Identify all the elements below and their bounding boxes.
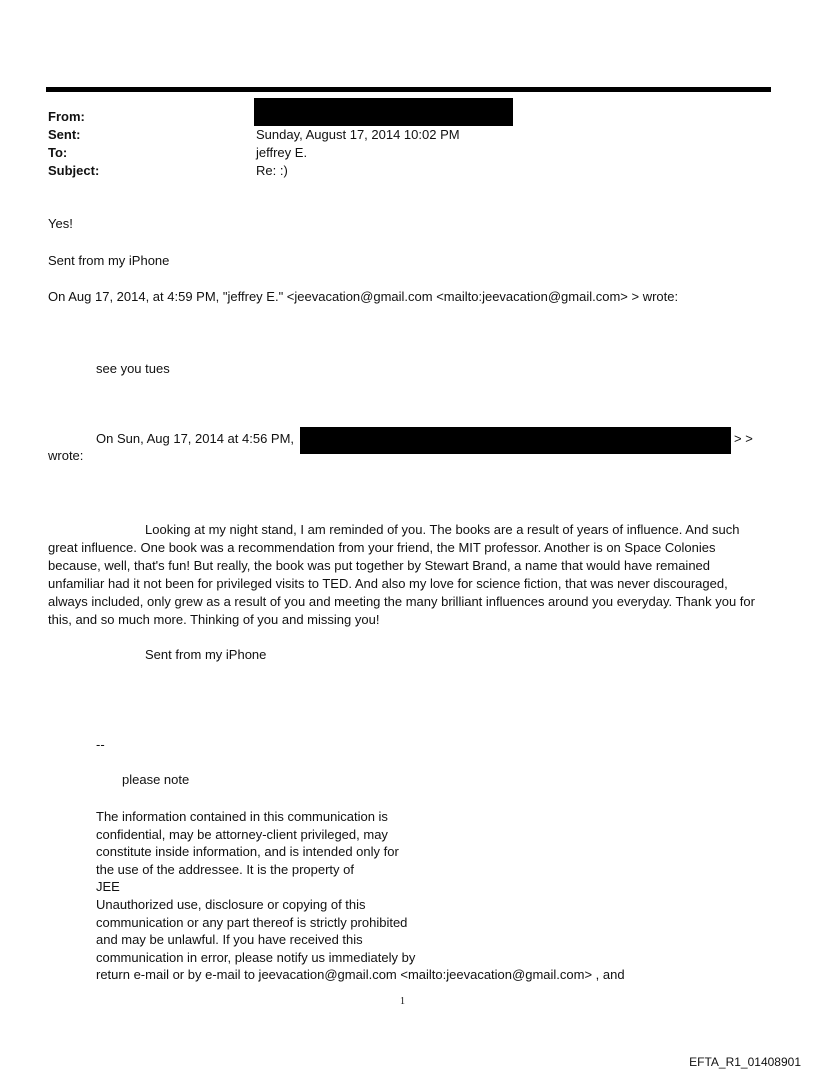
subject-value: Re: :) xyxy=(256,163,288,178)
quote-2-header-end: > > xyxy=(734,431,753,446)
disclaimer-line: Unauthorized use, disclosure or copying of this xyxy=(96,896,366,912)
disclaimer-line: The information contained in this communication is xyxy=(96,809,388,824)
redacted-address xyxy=(300,427,731,454)
sent-value: Sunday, August 17, 2014 10:02 PM xyxy=(256,127,460,142)
quote-2-header: On Sun, Aug 17, 2014 at 4:56 PM, xyxy=(96,431,295,446)
disclaimer-line: the use of the addressee. It is the property of xyxy=(96,861,354,877)
disclaimer-block xyxy=(96,808,625,984)
disclaimer-separator: -- xyxy=(96,737,105,752)
signature-2: Sent from my iPhone xyxy=(145,647,267,662)
to-label: To: xyxy=(48,145,68,160)
message-body: Looking at my night stand, I am reminded of you. The books are a result of years of influence. And such great influence. One book was a recommendation from your friend, the MIT professor. Another is on Space Colonies because, well, that's fun! But really, the book was put together by Stewart Brand, a name that would have remained unfamiliar had it not been for privileged visits to TED. And also my love for science fiction, that was never discouraged, always included, only grew as a result of you and meeting the many brilliant influences around you everyday. Thank you for this, and so much more. Thinking of you and missing you! xyxy=(48,522,755,627)
redacted-sender xyxy=(254,98,513,126)
disclaimer-note: please note xyxy=(122,772,190,787)
quote-1-header: On Aug 17, 2014, at 4:59 PM, "jeffrey E." <jeevacation@gmail.com <mailto:jeevacation@gmail.com> > wrote: xyxy=(48,289,679,304)
quote-1-text: see you tues xyxy=(96,361,170,376)
disclaimer-line: confidential, may be attorney-client privileged, may xyxy=(96,826,388,842)
disclaimer-line: constitute inside information, and is intended only for xyxy=(96,844,399,860)
disclaimer-line: communication in error, please notify us immediately by xyxy=(96,949,416,965)
disclaimer-line: return e-mail or by e-mail to jeevacation@gmail.com <mailto:jeevacation@gmail.com> , and xyxy=(96,967,625,983)
header-rule xyxy=(46,87,771,92)
document-id: EFTA_R1_01408901 xyxy=(689,1055,801,1069)
subject-label: Subject: xyxy=(48,163,100,178)
to-value: jeffrey E. xyxy=(256,145,308,160)
page-number: 1 xyxy=(400,996,405,1007)
signature-1: Sent from my iPhone xyxy=(48,253,170,268)
disclaimer-line: communication or any part thereof is strictly prohibited xyxy=(96,914,408,930)
reply-text: Yes! xyxy=(48,216,73,231)
disclaimer-line: JEE xyxy=(96,879,120,895)
quote-2-wrote: wrote: xyxy=(48,448,84,463)
from-label: From: xyxy=(48,109,85,124)
disclaimer-line: and may be unlawful. If you have received this xyxy=(96,932,363,948)
sent-label: Sent: xyxy=(48,127,81,142)
